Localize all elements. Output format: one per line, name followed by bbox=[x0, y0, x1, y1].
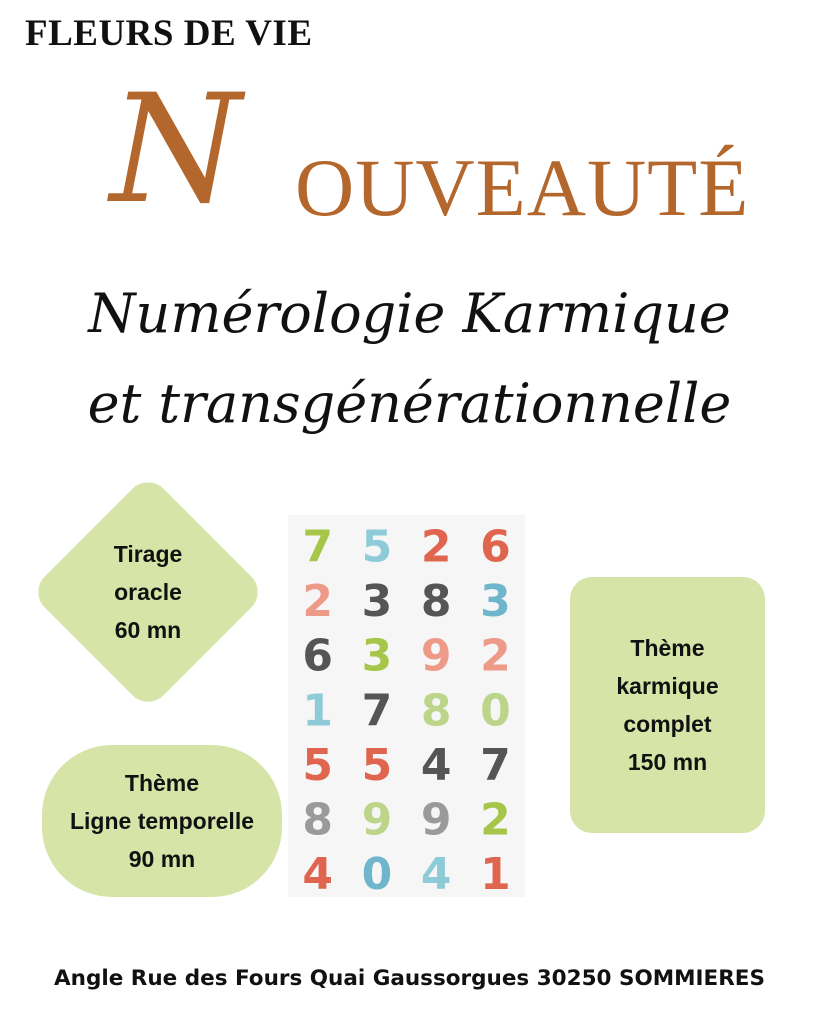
numbers-svg bbox=[288, 515, 525, 897]
digit-2: 2 bbox=[420, 521, 452, 573]
digit-2: 2 bbox=[302, 576, 333, 628]
offer-subtitle: oracle bbox=[114, 579, 182, 605]
digit-5: 5 bbox=[361, 739, 393, 791]
offer-duration: 90 mn bbox=[128, 846, 196, 872]
digit-2: 2 bbox=[480, 630, 511, 682]
offer-title: Tirage bbox=[113, 541, 183, 567]
digit-9: 9 bbox=[420, 794, 452, 846]
digit-9: 9 bbox=[420, 630, 452, 682]
digit-2: 2 bbox=[480, 794, 511, 846]
digit-0: 0 bbox=[480, 685, 511, 737]
offer-subtitle-2: complet bbox=[623, 711, 712, 737]
headline-line-2: et transgénérationnelle bbox=[87, 372, 732, 435]
offer-subtitle: karmique bbox=[616, 673, 719, 699]
digit-6: 6 bbox=[302, 630, 333, 682]
offer-duration: 60 mn bbox=[114, 617, 182, 643]
offer-theme-karmique bbox=[570, 577, 765, 833]
announcement-title bbox=[110, 63, 750, 237]
offer-duration: 150 mn bbox=[627, 749, 708, 775]
digit-8: 8 bbox=[302, 794, 333, 846]
offer-tirage-oracle bbox=[48, 535, 248, 649]
numbers-illustration bbox=[288, 515, 525, 897]
digit-9: 9 bbox=[361, 794, 393, 846]
digit-0: 0 bbox=[361, 849, 393, 897]
digit-4: 4 bbox=[302, 849, 333, 897]
digit-6: 6 bbox=[480, 521, 511, 573]
digit-4: 4 bbox=[420, 849, 452, 897]
headline-line-1: Numérologie Karmique bbox=[88, 282, 731, 345]
digit-3: 3 bbox=[480, 576, 511, 628]
offer-title: Thème bbox=[630, 635, 705, 661]
digit-3: 3 bbox=[361, 576, 393, 628]
announcement-rest: OUVEAUTÉ bbox=[295, 142, 750, 233]
digit-4: 4 bbox=[420, 739, 452, 791]
announcement-initial: N bbox=[110, 63, 242, 237]
digit-8: 8 bbox=[420, 576, 452, 628]
digit-1: 1 bbox=[302, 685, 333, 737]
digit-5: 5 bbox=[302, 739, 333, 791]
digit-1: 1 bbox=[480, 849, 511, 897]
digit-7: 7 bbox=[302, 521, 333, 573]
digit-8: 8 bbox=[420, 685, 452, 737]
digit-3: 3 bbox=[361, 630, 393, 682]
digit-7: 7 bbox=[480, 739, 511, 791]
offer-subtitle: Ligne temporelle bbox=[69, 808, 255, 834]
offer-ligne-temporelle bbox=[42, 745, 282, 897]
brand-name: FLEURS DE VIE bbox=[25, 13, 313, 54]
offer-title: Thème bbox=[124, 770, 200, 796]
address-footer: Angle Rue des Fours Quai Gaussorgues 30250 SOMMIERES bbox=[54, 966, 765, 991]
digit-5: 5 bbox=[361, 521, 393, 573]
digit-7: 7 bbox=[361, 685, 393, 737]
